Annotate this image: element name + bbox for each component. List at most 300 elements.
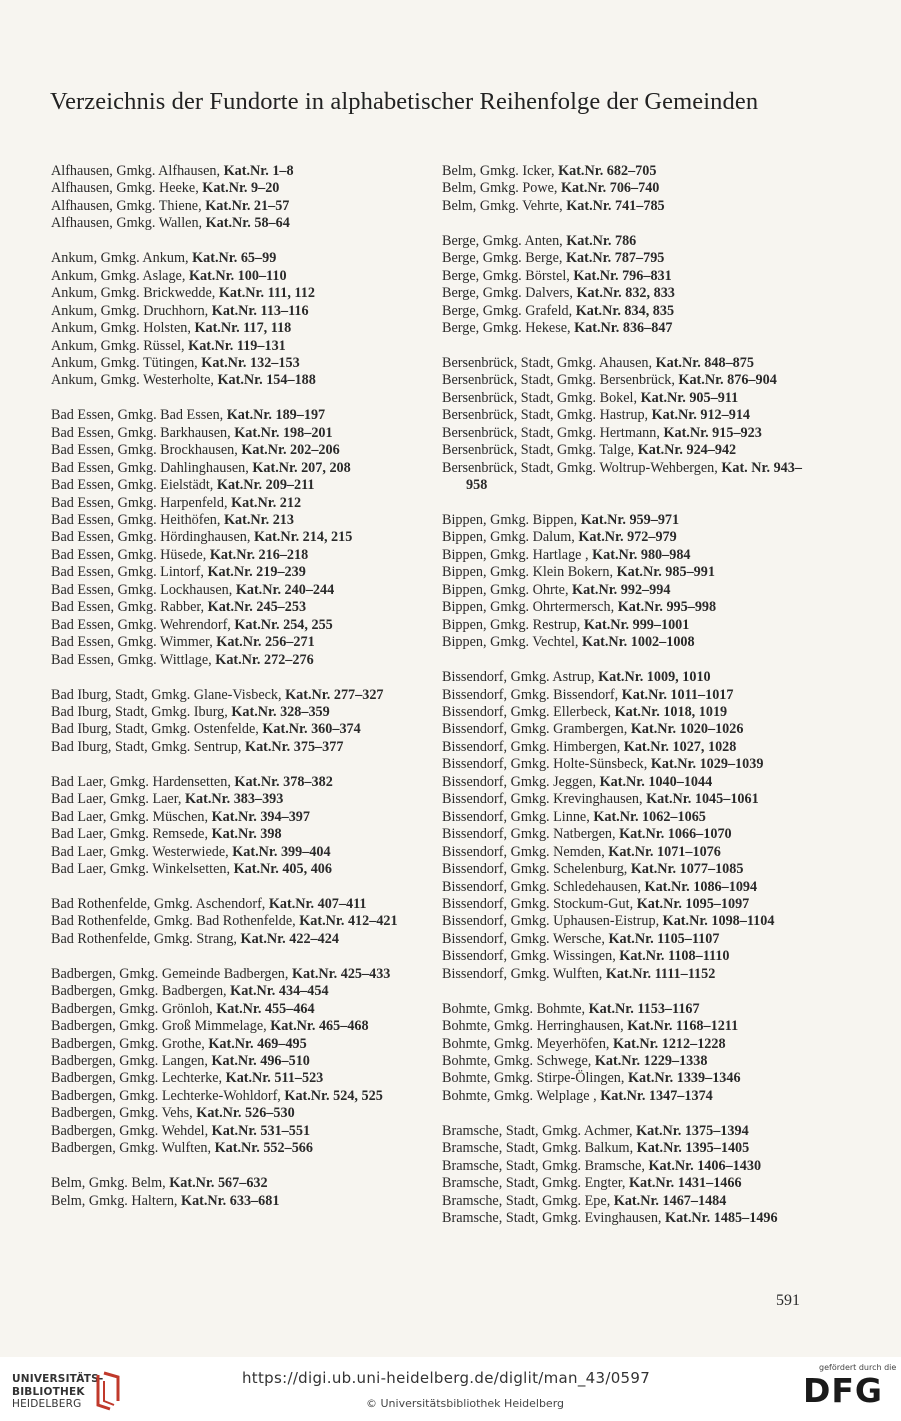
index-entry bbox=[51, 407, 423, 424]
entry-catalog-number: Kat.Nr. 425–433 bbox=[292, 965, 391, 982]
entry-catalog-number: Kat.Nr. 1018, 1019 bbox=[614, 703, 728, 720]
entry-location: Bramsche, Stadt, Gmkg. Epe, bbox=[442, 1192, 614, 1209]
entry-catalog-number: Kat.Nr. 972–979 bbox=[578, 529, 677, 546]
index-entry bbox=[51, 826, 423, 843]
index-entry bbox=[51, 582, 423, 599]
entry-location: Badbergen, Gmkg. Badbergen, bbox=[51, 983, 231, 1000]
entry-location: Belm, Gmkg. Icker, bbox=[442, 163, 559, 179]
entry-location: Bohmte, Gmkg. Meyerhöfen, bbox=[442, 1035, 614, 1052]
entry-location: Bad Essen, Gmkg. Bad Essen, bbox=[51, 407, 227, 424]
entry-catalog-number: Kat.Nr. 633–681 bbox=[181, 1192, 280, 1209]
entry-catalog-number: Kat.Nr. 1395–1405 bbox=[636, 1140, 750, 1157]
entry-catalog-number: Kat.Nr. 100–110 bbox=[188, 267, 287, 284]
entry-catalog-number: Kat.Nr. 1009, 1010 bbox=[598, 669, 711, 686]
entry-location: Berge, Gmkg. Grafeld, bbox=[442, 302, 576, 319]
index-entry bbox=[442, 180, 808, 197]
entry-catalog-number: Kat.Nr. 1077–1085 bbox=[630, 861, 744, 878]
entry-location: Bissendorf, Gmkg. Wissingen, bbox=[442, 948, 620, 965]
index-entry bbox=[442, 1070, 808, 1087]
index-entry bbox=[442, 425, 808, 442]
index-entry bbox=[51, 477, 423, 494]
entry-location: Berge, Gmkg. Börstel, bbox=[442, 267, 574, 284]
entry-location: Bad Essen, Gmkg. Hüsede, bbox=[51, 546, 210, 563]
index-entry bbox=[442, 844, 808, 861]
entry-catalog-number: Kat.Nr. 1347–1374 bbox=[600, 1087, 713, 1104]
index-entry bbox=[51, 931, 423, 948]
entry-catalog-number: Kat.Nr. 111, 112 bbox=[218, 285, 315, 302]
entry-location: Bippen, Gmkg. Hartlage , bbox=[442, 546, 593, 563]
entry-location: Berge, Gmkg. Berge, bbox=[442, 250, 566, 267]
entry-location: Bissendorf, Gmkg. Linne, bbox=[442, 808, 594, 825]
index-entry bbox=[51, 966, 423, 983]
index-entry bbox=[442, 1158, 808, 1175]
library-emblem-icon bbox=[94, 1371, 124, 1411]
entry-catalog-number: Kat.Nr. 834, 835 bbox=[575, 302, 675, 319]
index-entry bbox=[51, 1193, 423, 1210]
entry-catalog-number: Kat.Nr. 378–382 bbox=[234, 773, 333, 790]
entry-catalog-number: Kat.Nr. 58–64 bbox=[205, 215, 290, 232]
entry-catalog-number: Kat.Nr. 924–942 bbox=[637, 442, 737, 459]
entry-location: Ankum, Gmkg. Aslage, bbox=[51, 267, 189, 284]
entry-catalog-number: Kat.Nr. 202–206 bbox=[241, 442, 340, 459]
entry-location: Bohmte, Gmkg. Welplage , bbox=[442, 1087, 601, 1104]
entry-location: Bersenbrück, Stadt, Gmkg. Hertmann, bbox=[442, 424, 664, 441]
index-entry bbox=[442, 774, 808, 791]
index-entry bbox=[51, 512, 423, 529]
entry-location: Berge, Gmkg. Dalvers, bbox=[442, 285, 577, 302]
index-entry bbox=[442, 809, 808, 826]
entry-catalog-number: Kat.Nr. 209–211 bbox=[216, 477, 315, 494]
entry-catalog-number: Kat.Nr. 189–197 bbox=[226, 407, 326, 424]
entry-catalog-number: Kat.Nr. 1066–1070 bbox=[619, 826, 732, 843]
entry-location: Badbergen, Gmkg. Groß Mimmelage, bbox=[51, 1018, 271, 1035]
entry-location: Bad Essen, Gmkg. Harpenfeld, bbox=[51, 494, 232, 511]
entry-location: Bramsche, Stadt, Gmkg. Bramsche, bbox=[442, 1157, 649, 1174]
entry-catalog-number: Kat.Nr. 905–911 bbox=[640, 389, 739, 406]
left-column bbox=[51, 163, 423, 1210]
entry-catalog-number: Kat.Nr. 787–795 bbox=[566, 250, 665, 267]
entry-catalog-number: Kat.Nr. 154–188 bbox=[217, 372, 316, 389]
index-entry bbox=[51, 460, 423, 477]
entry-catalog-number: Kat.Nr. 9–20 bbox=[202, 180, 280, 197]
entry-location: Bad Essen, Gmkg. Lintorf, bbox=[51, 564, 208, 581]
entry-catalog-number: Kat.Nr. 1375–1394 bbox=[636, 1122, 749, 1139]
entry-location: Bissendorf, Gmkg. Himbergen, bbox=[442, 738, 624, 755]
index-entry bbox=[442, 948, 808, 965]
entry-catalog-number: Kat.Nr. 526–530 bbox=[196, 1105, 295, 1122]
entry-location: Badbergen, Gmkg. Wehdel, bbox=[51, 1122, 212, 1139]
entry-catalog-number: Kat.Nr. 21–57 bbox=[205, 197, 290, 214]
entry-location: Bissendorf, Gmkg. Wersche, bbox=[442, 930, 609, 947]
entry-catalog-number: Kat.Nr. 511–523 bbox=[225, 1070, 324, 1087]
entry-catalog-number: Kat.Nr. 915–923 bbox=[663, 424, 762, 441]
entry-catalog-number: Kat.Nr. 1020–1026 bbox=[630, 721, 744, 738]
index-entry bbox=[51, 1123, 423, 1140]
entry-location: Bissendorf, Gmkg. Bissendorf, bbox=[442, 686, 622, 703]
group-spacer bbox=[442, 495, 808, 512]
entry-catalog-number: Kat.Nr. 256–271 bbox=[216, 634, 315, 651]
index-entry bbox=[442, 599, 808, 616]
entry-location: Bissendorf, Gmkg. Holte-Sünsbeck, bbox=[442, 756, 651, 773]
entry-location: Bad Rothenfelde, Gmkg. Strang, bbox=[51, 930, 241, 947]
index-entry bbox=[442, 669, 808, 686]
copyright-notice: © Universitätsbibliothek Heidelberg bbox=[366, 1397, 565, 1410]
entry-catalog-number: Kat.Nr. 213 bbox=[223, 512, 294, 529]
index-entry bbox=[442, 1036, 808, 1053]
entry-catalog-number: Kat.Nr. 214, 215 bbox=[253, 529, 353, 546]
index-entry bbox=[51, 564, 423, 581]
entry-location: Bohmte, Gmkg. Stirpe-Ölingen, bbox=[442, 1070, 628, 1087]
entry-catalog-number: Kat.Nr. 1212–1228 bbox=[613, 1035, 726, 1052]
entry-catalog-number: Kat.Nr. 405, 406 bbox=[233, 861, 332, 878]
entry-location: Bissendorf, Gmkg. Natbergen, bbox=[442, 826, 620, 843]
entry-catalog-number: Kat.Nr. 985–991 bbox=[616, 564, 715, 581]
entry-location: Alfhausen, Gmkg. Thiene, bbox=[51, 197, 206, 214]
index-entry bbox=[51, 1088, 423, 1105]
entry-catalog-number: Kat.Nr. 552–566 bbox=[214, 1140, 313, 1157]
index-entry bbox=[442, 442, 808, 459]
entry-location: Belm, Gmkg. Powe, bbox=[442, 180, 562, 197]
index-entry bbox=[51, 1001, 423, 1018]
index-entry bbox=[51, 547, 423, 564]
index-entry bbox=[442, 564, 808, 581]
entry-catalog-number: Kat.Nr. 1011–1017 bbox=[621, 686, 734, 703]
entry-location: Bohmte, Gmkg. Bohmte, bbox=[442, 1000, 589, 1017]
library-name-line-2: BIBLIOTHEK bbox=[12, 1385, 85, 1398]
index-entry bbox=[51, 809, 423, 826]
group-spacer bbox=[51, 756, 423, 773]
index-entry bbox=[51, 1018, 423, 1035]
entry-location: Bissendorf, Gmkg. Astrup, bbox=[442, 669, 599, 686]
group-spacer bbox=[442, 1105, 808, 1122]
index-entry bbox=[51, 250, 423, 267]
entry-catalog-number: Kat.Nr. 786 bbox=[566, 232, 637, 249]
entry-catalog-number: Kat.Nr. 399–404 bbox=[232, 843, 331, 860]
funding-note: gefördert durch die bbox=[819, 1363, 897, 1372]
entry-catalog-number: Kat.Nr. 1–8 bbox=[223, 163, 294, 179]
entry-location: Bippen, Gmkg. Dalum, bbox=[442, 529, 579, 546]
entry-catalog-number: Kat.Nr. 394–397 bbox=[211, 808, 310, 825]
entry-location: Bippen, Gmkg. Ohrtermersch, bbox=[442, 599, 618, 616]
index-entry bbox=[51, 687, 423, 704]
entry-location: Bramsche, Stadt, Gmkg. Engter, bbox=[442, 1175, 629, 1192]
entry-catalog-number: Kat.Nr. 876–904 bbox=[678, 372, 777, 389]
index-entry bbox=[51, 791, 423, 808]
index-entry bbox=[51, 599, 423, 616]
entry-catalog-number: Kat. Nr. 943–958 bbox=[466, 459, 802, 494]
entry-catalog-number: Kat.Nr. 132–153 bbox=[201, 354, 300, 371]
entry-location: Belm, Gmkg. Haltern, bbox=[51, 1192, 182, 1209]
index-entry bbox=[442, 320, 808, 337]
entry-catalog-number: Kat.Nr. 469–495 bbox=[208, 1035, 307, 1052]
entry-catalog-number: Kat.Nr. 1105–1107 bbox=[608, 930, 720, 947]
entry-catalog-number: Kat.Nr. 1002–1008 bbox=[582, 634, 695, 651]
entry-catalog-number: Kat.Nr. 398 bbox=[211, 826, 282, 843]
index-entry bbox=[442, 791, 808, 808]
entry-location: Badbergen, Gmkg. Lechterke, bbox=[51, 1070, 226, 1087]
entry-location: Bad Essen, Gmkg. Wimmer, bbox=[51, 634, 217, 651]
entry-catalog-number: Kat.Nr. 240–244 bbox=[235, 581, 335, 598]
entry-location: Badbergen, Gmkg. Lechterke-Wohldorf, bbox=[51, 1087, 285, 1104]
index-entry bbox=[51, 913, 423, 930]
index-entry bbox=[442, 233, 808, 250]
entry-catalog-number: Kat.Nr. 383–393 bbox=[184, 791, 284, 808]
entry-catalog-number: Kat.Nr. 207, 208 bbox=[252, 459, 351, 476]
index-entry bbox=[442, 1140, 808, 1157]
index-entry bbox=[51, 652, 423, 669]
entry-location: Alfhausen, Gmkg. Wallen, bbox=[51, 215, 206, 232]
index-entry bbox=[442, 704, 808, 721]
entry-location: Bersenbrück, Stadt, Gmkg. Talge, bbox=[442, 442, 638, 459]
entry-location: Bippen, Gmkg. Vechtel, bbox=[442, 634, 583, 651]
entry-location: Alfhausen, Gmkg. Alfhausen, bbox=[51, 163, 224, 179]
index-entry bbox=[442, 1193, 808, 1210]
index-entry bbox=[442, 931, 808, 948]
entry-location: Bad Iburg, Stadt, Gmkg. Iburg, bbox=[51, 704, 232, 720]
index-entry bbox=[442, 1001, 808, 1018]
entry-location: Bad Laer, Gmkg. Hardensetten, bbox=[51, 773, 235, 790]
index-entry bbox=[51, 896, 423, 913]
index-entry bbox=[442, 512, 808, 529]
entry-location: Berge, Gmkg. Hekese, bbox=[442, 320, 575, 337]
index-entry bbox=[51, 774, 423, 791]
entry-location: Bad Essen, Gmkg. Lockhausen, bbox=[51, 581, 236, 598]
entry-location: Bersenbrück, Stadt, Gmkg. Bokel, bbox=[442, 389, 641, 406]
entry-location: Ankum, Gmkg. Holsten, bbox=[51, 320, 195, 337]
entry-catalog-number: Kat.Nr. 254, 255 bbox=[234, 616, 333, 633]
entry-location: Ankum, Gmkg. Rüssel, bbox=[51, 337, 189, 354]
entry-catalog-number: Kat.Nr. 375–377 bbox=[245, 738, 344, 755]
group-spacer bbox=[51, 1158, 423, 1175]
library-name-line-1: UNIVERSITÄTS- bbox=[12, 1373, 104, 1385]
entry-catalog-number: Kat.Nr. 407–411 bbox=[268, 895, 367, 912]
entry-catalog-number: Kat.Nr. 434–454 bbox=[230, 983, 329, 1000]
index-entry bbox=[51, 529, 423, 546]
entry-catalog-number: Kat.Nr. 245–253 bbox=[207, 599, 307, 616]
entry-location: Bersenbrück, Stadt, Gmkg. Ahausen, bbox=[442, 354, 656, 371]
group-spacer bbox=[442, 983, 808, 1000]
entry-catalog-number: Kat.Nr. 682–705 bbox=[558, 163, 657, 179]
entry-location: Bad Rothenfelde, Gmkg. Aschendorf, bbox=[51, 895, 269, 912]
group-spacer bbox=[51, 390, 423, 407]
index-entry bbox=[442, 879, 808, 896]
entry-catalog-number: Kat.Nr. 1339–1346 bbox=[628, 1070, 741, 1087]
entry-location: Bad Laer, Gmkg. Winkelsetten, bbox=[51, 861, 234, 878]
entry-catalog-number: Kat.Nr. 496–510 bbox=[211, 1053, 310, 1070]
entry-catalog-number: Kat.Nr. 1095–1097 bbox=[636, 895, 750, 912]
entry-location: Bad Essen, Gmkg. Hördinghausen, bbox=[51, 529, 254, 546]
index-entry bbox=[51, 704, 423, 721]
entry-catalog-number: Kat.Nr. 567–632 bbox=[169, 1175, 268, 1192]
index-entry bbox=[442, 1123, 808, 1140]
entry-catalog-number: Kat.Nr. 531–551 bbox=[211, 1122, 311, 1139]
group-spacer bbox=[51, 233, 423, 250]
entry-catalog-number: Kat.Nr. 980–984 bbox=[592, 546, 691, 563]
entry-catalog-number: Kat.Nr. 706–740 bbox=[561, 180, 660, 197]
entry-location: Bad Rothenfelde, Gmkg. Bad Rothenfelde, bbox=[51, 913, 300, 930]
index-entry bbox=[442, 739, 808, 756]
entry-location: Ankum, Gmkg. Druchhorn, bbox=[51, 302, 212, 319]
entry-location: Bramsche, Stadt, Gmkg. Balkum, bbox=[442, 1140, 637, 1157]
entry-location: Bissendorf, Gmkg. Grambergen, bbox=[442, 721, 631, 738]
entry-location: Bissendorf, Gmkg. Krevinghausen, bbox=[442, 791, 647, 808]
index-entry bbox=[442, 303, 808, 320]
index-entry bbox=[51, 1140, 423, 1157]
entry-location: Bippen, Gmkg. Ohrte, bbox=[442, 581, 573, 598]
entry-catalog-number: Kat.Nr. 1153–1167 bbox=[588, 1000, 700, 1017]
entry-catalog-number: Kat.Nr. 1111–1152 bbox=[605, 965, 716, 982]
index-entry bbox=[442, 1018, 808, 1035]
entry-location: Bersenbrück, Stadt, Gmkg. Hastrup, bbox=[442, 407, 652, 424]
entry-location: Bad Laer, Gmkg. Westerwiede, bbox=[51, 843, 233, 860]
entry-location: Bad Iburg, Stadt, Gmkg. Ostenfelde, bbox=[51, 721, 263, 738]
entry-location: Bohmte, Gmkg. Schwege, bbox=[442, 1053, 595, 1070]
entry-catalog-number: Kat.Nr. 1431–1466 bbox=[629, 1175, 742, 1192]
entry-catalog-number: Kat.Nr. 1229–1338 bbox=[594, 1053, 708, 1070]
entry-catalog-number: Kat.Nr. 524, 525 bbox=[284, 1087, 383, 1104]
entry-location: Bad Essen, Gmkg. Dahlinghausen, bbox=[51, 459, 253, 476]
entry-location: Belm, Gmkg. Belm, bbox=[51, 1175, 170, 1192]
entry-catalog-number: Kat.Nr. 1108–1110 bbox=[619, 948, 730, 965]
entry-location: Bissendorf, Gmkg. Uphausen-Eistrup, bbox=[442, 913, 663, 930]
index-entry bbox=[51, 163, 423, 180]
entry-catalog-number: Kat.Nr. 360–374 bbox=[262, 721, 361, 738]
index-entry bbox=[51, 338, 423, 355]
index-entry bbox=[442, 163, 808, 180]
index-entry bbox=[442, 721, 808, 738]
entry-location: Bad Laer, Gmkg. Remsede, bbox=[51, 826, 212, 843]
entry-location: Bohmte, Gmkg. Herringhausen, bbox=[442, 1018, 628, 1035]
entry-catalog-number: Kat.Nr. 277–327 bbox=[285, 686, 384, 703]
entry-catalog-number: Kat.Nr. 465–468 bbox=[270, 1018, 369, 1035]
entry-catalog-number: Kat.Nr. 1467–1484 bbox=[613, 1192, 727, 1209]
index-entry bbox=[51, 983, 423, 1000]
index-entry bbox=[51, 1070, 423, 1087]
entry-catalog-number: Kat.Nr. 422–424 bbox=[240, 930, 339, 947]
library-logo bbox=[12, 1373, 103, 1411]
entry-location: Ankum, Gmkg. Tütingen, bbox=[51, 354, 202, 371]
entry-location: Bersenbrück, Stadt, Gmkg. Bersenbrück, bbox=[442, 372, 679, 389]
entry-location: Bad Essen, Gmkg. Brockhausen, bbox=[51, 442, 242, 459]
entry-location: Bippen, Gmkg. Klein Bokern, bbox=[442, 564, 617, 581]
entry-location: Bramsche, Stadt, Gmkg. Evinghausen, bbox=[442, 1210, 666, 1227]
index-entry bbox=[442, 634, 808, 651]
index-entry bbox=[442, 1088, 808, 1105]
index-entry bbox=[51, 1105, 423, 1122]
entry-catalog-number: Kat.Nr. 117, 118 bbox=[194, 320, 292, 337]
entry-catalog-number: Kat.Nr. 995–998 bbox=[617, 599, 717, 616]
entry-catalog-number: Kat.Nr. 1027, 1028 bbox=[623, 738, 737, 755]
entry-location: Alfhausen, Gmkg. Heeke, bbox=[51, 180, 203, 197]
index-entry bbox=[442, 861, 808, 878]
index-entry bbox=[51, 320, 423, 337]
entry-location: Ankum, Gmkg. Westerholte, bbox=[51, 372, 218, 389]
index-entry bbox=[442, 756, 808, 773]
index-entry bbox=[51, 372, 423, 389]
entry-catalog-number: Kat.Nr. 119–131 bbox=[188, 337, 286, 354]
index-entry bbox=[51, 425, 423, 442]
entry-location: Badbergen, Gmkg. Grothe, bbox=[51, 1035, 209, 1052]
entry-catalog-number: Kat.Nr. 1098–1104 bbox=[662, 913, 775, 930]
index-entry bbox=[442, 390, 808, 407]
entry-catalog-number: Kat.Nr. 836–847 bbox=[574, 320, 673, 337]
entry-location: Ankum, Gmkg. Ankum, bbox=[51, 250, 193, 267]
index-entry bbox=[442, 913, 808, 930]
entry-catalog-number: Kat.Nr. 328–359 bbox=[231, 704, 330, 720]
index-entry bbox=[51, 739, 423, 756]
index-entry bbox=[51, 285, 423, 302]
entry-catalog-number: Kat.Nr. 1071–1076 bbox=[608, 843, 721, 860]
index-entry bbox=[51, 1053, 423, 1070]
entry-catalog-number: Kat.Nr. 272–276 bbox=[215, 651, 314, 668]
group-spacer bbox=[442, 652, 808, 669]
index-entry bbox=[51, 303, 423, 320]
footer-bar bbox=[0, 1357, 901, 1421]
index-entry bbox=[51, 634, 423, 651]
index-entry bbox=[51, 355, 423, 372]
entry-location: Badbergen, Gmkg. Wulften, bbox=[51, 1140, 215, 1157]
index-entry bbox=[51, 1036, 423, 1053]
index-entry bbox=[442, 268, 808, 285]
entry-location: Badbergen, Gmkg. Gemeinde Badbergen, bbox=[51, 965, 292, 982]
entry-catalog-number: Kat.Nr. 1485–1496 bbox=[665, 1210, 778, 1227]
entry-location: Bad Essen, Gmkg. Wehrendorf, bbox=[51, 616, 235, 633]
entry-catalog-number: Kat.Nr. 848–875 bbox=[655, 354, 754, 371]
entry-catalog-number: Kat.Nr. 1062–1065 bbox=[593, 808, 706, 825]
index-entry bbox=[51, 721, 423, 738]
page-number: 591 bbox=[776, 1292, 800, 1309]
entry-location: Bad Iburg, Stadt, Gmkg. Sentrup, bbox=[51, 738, 246, 755]
entry-location: Bad Essen, Gmkg. Rabber, bbox=[51, 599, 208, 616]
entry-catalog-number: Kat.Nr. 455–464 bbox=[216, 1000, 315, 1017]
entry-location: Bad Essen, Gmkg. Wittlage, bbox=[51, 651, 216, 668]
index-entry bbox=[442, 407, 808, 424]
entry-catalog-number: Kat.Nr. 1086–1094 bbox=[644, 878, 758, 895]
index-entry bbox=[51, 198, 423, 215]
index-entry bbox=[442, 896, 808, 913]
entry-catalog-number: Kat.Nr. 999–1001 bbox=[583, 616, 690, 633]
entry-catalog-number: Kat.Nr. 219–239 bbox=[207, 564, 306, 581]
entry-location: Bad Essen, Gmkg. Barkhausen, bbox=[51, 424, 235, 441]
entry-location: Bissendorf, Gmkg. Schelenburg, bbox=[442, 861, 631, 878]
entry-catalog-number: Kat.Nr. 412–421 bbox=[299, 913, 398, 930]
entry-catalog-number: Kat.Nr. 741–785 bbox=[566, 197, 665, 214]
entry-catalog-number: Kat.Nr. 1040–1044 bbox=[599, 773, 713, 790]
right-column bbox=[442, 163, 808, 1228]
entry-catalog-number: Kat.Nr. 992–994 bbox=[572, 581, 671, 598]
group-spacer bbox=[51, 669, 423, 686]
index-entry bbox=[51, 442, 423, 459]
entry-catalog-number: Kat.Nr. 832, 833 bbox=[576, 285, 675, 302]
index-entry bbox=[51, 861, 423, 878]
index-entry bbox=[442, 250, 808, 267]
index-entry bbox=[442, 355, 808, 372]
index-entry bbox=[442, 198, 808, 215]
index-entry bbox=[442, 617, 808, 634]
entry-location: Bissendorf, Gmkg. Stockum-Gut, bbox=[442, 895, 637, 912]
index-entry bbox=[442, 460, 808, 495]
entry-location: Badbergen, Gmkg. Langen, bbox=[51, 1053, 212, 1070]
entry-catalog-number: Kat.Nr. 216–218 bbox=[209, 546, 309, 563]
group-spacer bbox=[442, 338, 808, 355]
entry-location: Bissendorf, Gmkg. Schledehausen, bbox=[442, 878, 645, 895]
entry-location: Bippen, Gmkg. Restrup, bbox=[442, 616, 584, 633]
entry-location: Belm, Gmkg. Vehrte, bbox=[442, 197, 567, 214]
entry-catalog-number: Kat.Nr. 65–99 bbox=[192, 250, 277, 267]
entry-catalog-number: Kat.Nr. 1045–1061 bbox=[646, 791, 759, 808]
entry-location: Bad Iburg, Stadt, Gmkg. Glane-Visbeck, bbox=[51, 686, 286, 703]
permalink-url[interactable]: https://digi.ub.uni-heidelberg.de/diglit/man_43/0597 bbox=[242, 1369, 651, 1387]
